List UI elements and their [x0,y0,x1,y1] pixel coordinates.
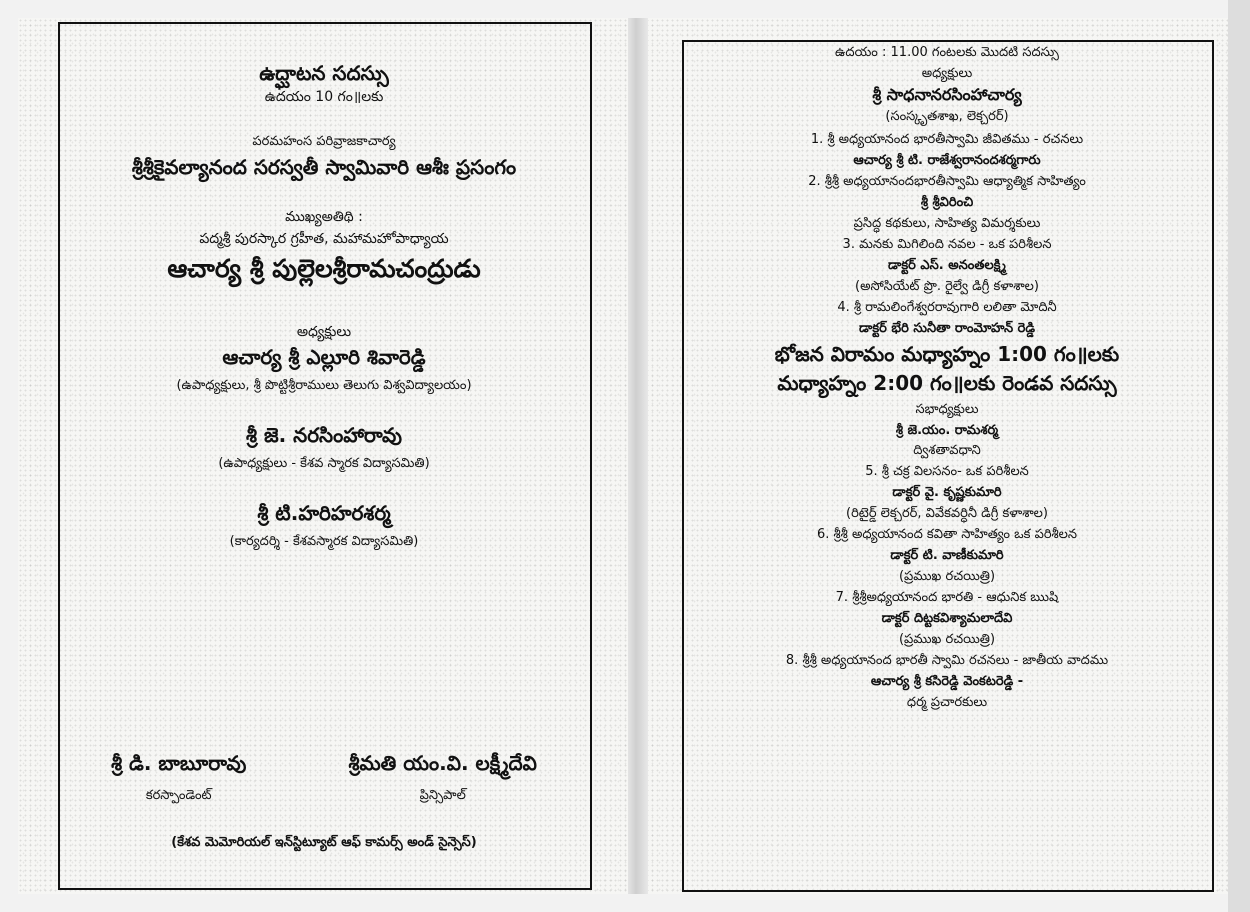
institution-name: (కేశవ మెమోరియల్ ఇన్‌స్టిట్యూట్ ఆఫ్ కామర్స్ అండ్ సైన్సెస్) [171,835,477,850]
chief-guest-name: ఆచార్య శ్రీ పుల్లెలశ్రీరామచంద్రుడు [167,254,481,284]
talk6-title: 6. శ్రీశ్రీ అధ్యయానంద కవితా సాహిత్యం ఒక పరిశీలన [816,527,1078,543]
talk4-title: 4. శ్రీ రామలింగేశ్వరరావుగారి లలితా మోదినీ [837,299,1057,315]
session1-chair-name: శ్రీ సాధనానరసింహాచార్య [872,84,1022,104]
guest3-role: (కార్యదర్శి - కేశవస్మారక విద్యాసమితి) [229,533,419,549]
talk3-speaker: డాక్టర్ ఎస్. అనంతలక్ష్మి [888,257,1006,273]
sig1-name: శ్రీ డి. బాబూరావు [111,751,247,775]
president-name: ఆచార్య శ్రీ ఎల్లూరి శివారెడ్డి [222,345,426,370]
talk3-title: 3. మనకు మిగిలింది నవల - ఒక పరిశీలన [842,236,1052,252]
talk4-speaker: డాక్టర్ భేరి సునీతా రాంమోహన్ రెడ్డి [859,320,1035,336]
chief-guest-label: ముఖ్యఅతిథి : [285,209,363,226]
page-fold [628,18,648,894]
talk5-title: 5. శ్రీ చక్ర విలసనం- ఒక పరిశీలన [865,464,1029,480]
talk1-title: 1. శ్రీ అధ్యయానంద భారతీస్వామి జీవితము - రచనలు [810,132,1084,148]
blessing-name: శ్రీశ్రీకైవల్యానంద సరస్వతీ స్వామివారి ఆశీః ప్రసంగం [131,155,517,180]
talk2-role: ప్రసిద్ధ కథకులు, సాహిత్య విమర్శకులు [853,215,1041,231]
blessing-prefix: పరమహంస పరివ్రాజకాచార్య [252,134,396,150]
president-label: అధ్యక్షులు [296,323,352,340]
sig1-role: కరస్పాండెంట్ [145,788,212,803]
chief-guest-award: పద్మశ్రీ పురస్కార గ్రహీత, మహామహోపాధ్యాయ [199,231,449,248]
talk5-role: (రిటైర్డ్ లెక్చరర్, వివేకవర్ధినీ డిగ్రీ కళాశాల) [846,506,1048,522]
guest2-role: (ఉపాధ్యక్షులు - కేశవ స్మారక విద్యాసమితి) [218,456,430,471]
talk8-speaker: ఆచార్య శ్రీ కసిరెడ్డి వెంకటరెడ్డి - [870,673,1024,689]
session1-heading: ఉదయం : 11.00 గంటలకు మొదటి సదస్సు [835,45,1059,60]
guest2-name: శ్రీ జె. నరసింహారావు [246,423,402,447]
institution-line-wrap [60,836,588,851]
talk5-speaker: డాక్టర్ వై. కృష్ణకుమారి [892,485,1002,501]
talk1-speaker: ఆచార్య శ్రీ టి. రాజేశ్వరానందశర్మగారు [853,153,1041,169]
right-page-content [684,46,1210,711]
sig2-role: ప్రిన్సిపాల్ [419,788,466,803]
signatories [60,752,588,804]
talk6-role: (ప్రముఖ రచయిత్రి) [898,569,996,585]
talk2-speaker: శ్రీ శ్రీవిరించి [920,195,974,211]
session2-chair-role: ద్విశతావధాని [913,443,981,459]
session2-chair-name: శ్రీ జె.యం. రామశర్మ [895,422,999,438]
talk3-role: (అసోసియేట్ ప్రొ. రైల్వే డిగ్రీ కళాశాల) [855,278,1039,294]
inaugural-time: ఉదయం 10 గం॥లకు [264,89,384,105]
talk7-speaker: డాక్టర్ దిట్టకవిశ్యామలాదేవి [881,610,1013,626]
signatory-correspondent [111,752,246,804]
talk7-title: 7. శ్రీశ్రీఅధ్యయానంద భారతి - ఆధునిక ఋషి [835,590,1059,606]
sig2-name: శ్రీమతి యం.వి. లక్ష్మీదేవి [348,751,537,775]
talk8-role: ధర్మ ప్రచారకులు [906,694,988,710]
session1-chair-role: (సంస్కృతశాఖ, లెక్చరర్) [885,109,1009,125]
session2-heading: మధ్యాహ్నం 2:00 గం॥లకు రెండవ సదస్సు [777,370,1117,395]
left-page-content [60,62,588,550]
talk8-title: 8. శ్రీశ్రీ అధ్యయానంద భారతీ స్వామి రచనలు - జాతీయ వాదము [785,652,1109,668]
signatory-principal [349,752,537,804]
talk2-title: 2. శ్రీశ్రీ అధ్యయానందభారతీస్వామి ఆధ్యాత్మిక సాహిత్యం [808,174,1086,190]
talk6-speaker: డాక్టర్ టి. వాణీకుమారి [890,548,1004,564]
session2-chair-label: సభాధ్యక్షులు [915,401,979,417]
scan-edge [1228,0,1250,912]
guest3-name: శ్రీ టి.హరిహరశర్మ [257,500,391,525]
lunch-break: భోజన విరామం మధ్యాహ్నం 1:00 గం॥లకు [774,341,1120,366]
president-role: (ఉపాధ్యక్షులు, శ్రీ పొట్టిశ్రీరాములు తెలుగు విశ్వవిద్యాలయం) [176,378,472,394]
session1-chair-label: అధ్యక్షులు [921,65,973,81]
inaugural-title: ఉద్ఘాటన సదస్సు [259,61,389,85]
talk7-role: (ప్రముఖ రచయిత్రి) [898,631,996,647]
